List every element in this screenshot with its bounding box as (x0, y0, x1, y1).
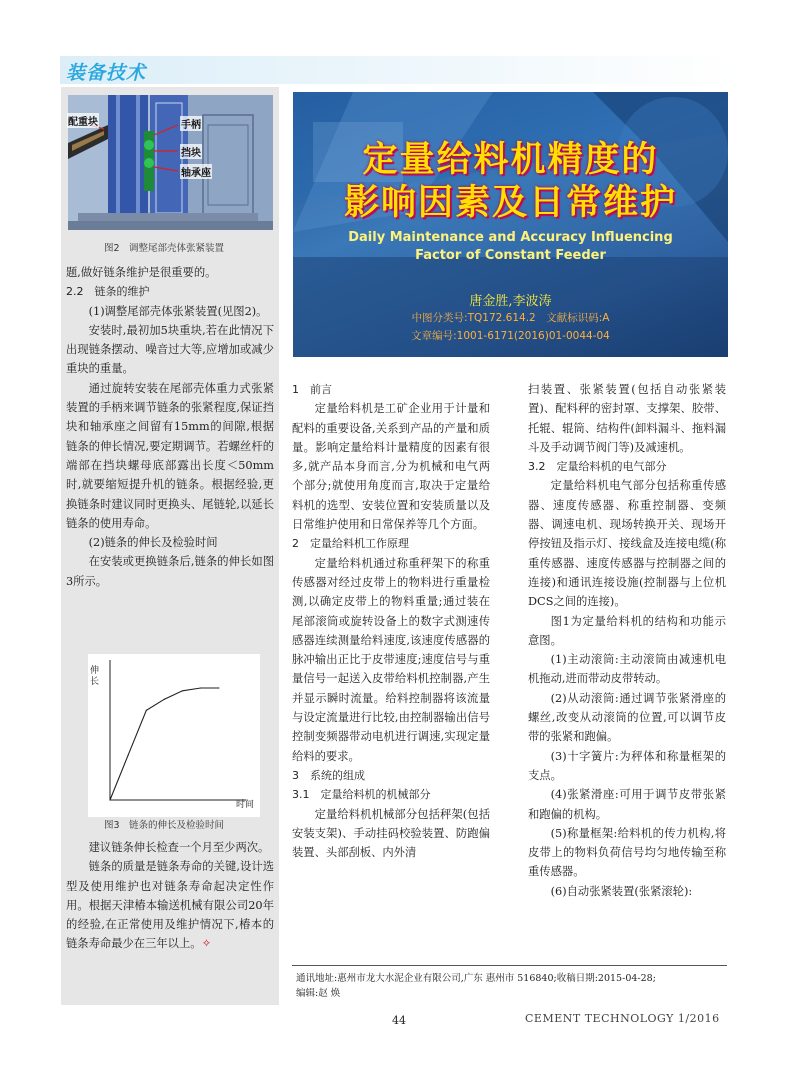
left-para-8 (66, 857, 274, 953)
right-para-1: 扫装置、张紧装置(包括自动张紧装置)、配料秤的密封罩、支撑架、胶带、托辊、辊筒、结构件(卸料漏斗、拖料漏斗及手动调节阀门等)及减速机。 (528, 383, 726, 454)
heading-system-composition: 3 系统的组成 (292, 768, 365, 782)
left-heading-2-2: 2.2 链条的维护 (66, 285, 150, 299)
figure-2-caption: 图2 调整尾部壳体张紧装置 (104, 243, 225, 254)
article-clc-number: 中图分类号:TQ172.614.2 文献标识码:A (411, 312, 610, 324)
right-para-6: (3)十字簧片:为秤体和称量框架的支点。 (528, 749, 726, 782)
left-para-5: (2)链条的伸长及检验时间 (88, 536, 218, 550)
footnote-rule (292, 965, 727, 966)
elongation-point-5 (200, 687, 201, 688)
mid-para-2: 定量给料机通过称重秤架下的称重传感器对经过皮带上的物料进行重量检测,以确定皮带上的物料重量;通过装在尾部滚筒或旋转设备上的数字式测速传感器连续测量给料速度,该速度传感器的脉冲输出正比于皮带速度;速度信号与重量信号一起送入皮带给料机控制器,产生并显示瞬时流量。给料控制器将该流量与设定流量进行比较,由控制器输出信号控制变频器带动电机进行调速,实现定量给料的要求。 (292, 556, 490, 763)
left-para-3: 安装时,最初加5块重块,若在此情况下出现链条摆动、噪音过大等,应增加或减少重块的重量。 (66, 323, 274, 376)
footnote-address: 通讯地址:惠州市龙大水泥企业有限公司,广东 惠州市 516840;收稿日期:2015-04-28; (296, 973, 656, 984)
elongation-point-6 (218, 687, 219, 688)
elongation-point-0 (109, 799, 110, 800)
article-authors: 唐金胜,李波涛 (469, 294, 552, 309)
heading-working-principle: 2 定量给料机工作原理 (292, 537, 409, 551)
heading-mechanical-part: 3.1 定量给料机的机械部分 (292, 788, 431, 802)
figure-3-ylabel: 伸长 (90, 666, 100, 687)
right-para-7: (4)张紧滑座:可用于调节皮带张紧和跑偏的机构。 (528, 788, 726, 821)
left-para-6: 在安装或更换链条后,链条的伸长如图3所示。 (66, 555, 274, 588)
left-para-1: 题,做好链条维护是很重要的。 (66, 266, 217, 279)
left-text-block-1 (66, 263, 274, 591)
footnote-editor: 编辑:赵 焕 (296, 988, 341, 999)
right-para-3: 图1为定量给料机的结构和功能示意图。 (528, 614, 726, 647)
page-number: 44 (392, 1014, 406, 1027)
figure-3-xlabel: 时间 (236, 800, 255, 810)
header-band (60, 56, 737, 84)
left-text-block-2 (66, 838, 274, 954)
footnote (296, 971, 726, 1001)
article-id: 文章编号:1001-6171(2016)01-0044-04 (411, 330, 610, 342)
elongation-point-1 (128, 755, 129, 756)
article-title-line-2: 影响因素及日常维护 (343, 183, 677, 223)
figure-3-caption: 图3 链条的伸长及检验时间 (104, 820, 225, 831)
label-weight-block: 配重块 (67, 113, 99, 128)
label-stop-block: 挡块 (180, 144, 202, 159)
mid-para-1: 定量给料机是工矿企业用于计量和配料的重要设备,关系到产品的产量和质量。影响定量给料计量精度的因素有很多,就产品本身而言,分为机械和电气两个部分;就使用角度而言,取决于定量给料机的选型、安装位置和安装质量以及日常维护使用和日常保养等几个方面。 (292, 402, 490, 532)
right-para-8: (5)称量框架:给料机的传力机构,将皮带上的物料负荷信号均匀地传输至称重传感器。 (528, 826, 726, 879)
heading-electrical-part: 3.2 定量给料机的电气部分 (528, 460, 667, 474)
right-para-4: (1)主动滚筒:主动滚筒由减速机电机拖动,进而带动皮带转动。 (528, 653, 726, 686)
elongation-point-2 (146, 710, 147, 711)
heading-preface: 1 前言 (292, 383, 332, 396)
right-para-9: (6)自动张紧装置(张紧滚轮): (550, 884, 693, 898)
article-title-english: Daily Maintenance and Accuracy Influencing Factor of Constant Feeder (348, 230, 673, 263)
right-para-2: 定量给料机电气部分包括称重传感器、速度传感器、称重控制器、变频器、调速电机、现场转换开关、现场开停按钮及指示灯、接线盒及连接电缆(称重传感器、速度传感器与控制器之间的连接)和通讯连接设施(控制器与上位机DCS之间的连接)。 (528, 479, 726, 609)
section-tag: 装备技术 (66, 62, 147, 84)
left-para-2: (1)调整尾部壳体张紧装置(见图2)。 (88, 304, 268, 318)
hero-text-layer (293, 92, 728, 357)
article-title-line-1: 定量给料机精度的 (362, 140, 659, 180)
elongation-point-4 (182, 690, 183, 691)
left-para-4: 通过旋转安装在尾部壳体重力式张紧装置的手柄来调节链条的张紧程度,保证挡块和轴承座之间留有15mm的间隙,根据链条的伸长情况,要定期调节。若螺丝杆的端部在挡块螺母底部露出长度＜50mm时,就要缩短提升机的链条。根据经验,更换链条时建议同时更换头、尾链轮,以延长链条的使用寿命。 (66, 381, 274, 530)
left-para-7: 建议链条伸长检查一个月至少两次。 (88, 841, 270, 854)
label-handle: 手柄 (180, 116, 202, 131)
middle-column (292, 380, 490, 862)
left-para-8-text: 链条的质量是链条寿命的关键,设计选型及使用维护也对链条寿命起决定性作用。根据天津椿本输送机械有限公司20年的经验,在正常使用及维护情况下,椿本的链条寿命最少在三年以上。 (66, 860, 274, 951)
right-para-5: (2)从动滚筒:通过调节张紧滑座的螺丝,改变从动滚筒的位置,可以调节皮带的张紧和跑偏。 (528, 691, 726, 744)
label-bearing-seat: 轴承座 (180, 164, 212, 179)
journal-name: CEMENT TECHNOLOGY 1/2016 (525, 1012, 720, 1025)
article-title (293, 139, 728, 225)
figure-3-chart (88, 654, 260, 817)
right-column (528, 380, 726, 901)
mid-para-3: 定量给料机机械部分包括秤架(包括安装支架)、手动挂码校验装置、防跑偏装置、头部刮板、内外清 (292, 807, 490, 860)
end-mark-icon: ✧ (201, 937, 212, 951)
elongation-point-3 (164, 699, 165, 700)
